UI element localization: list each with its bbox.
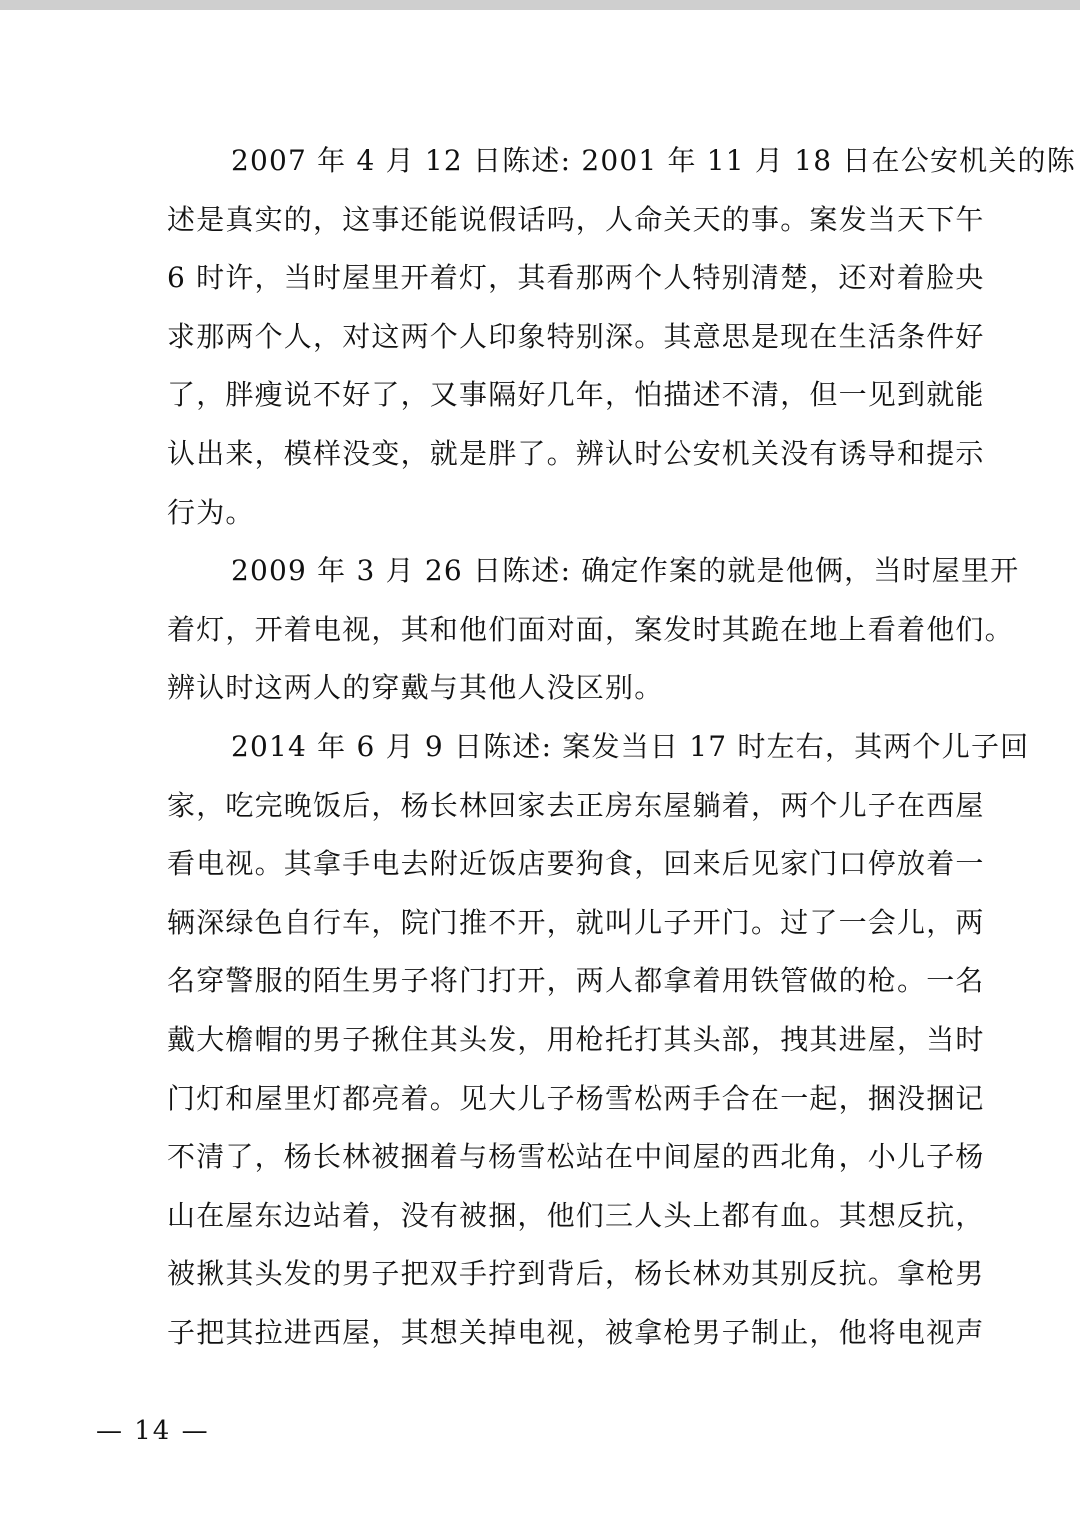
text-line: 着灯，开着电视，其和他们面对面，案发时其跪在地上看着他们。	[167, 612, 1014, 646]
text-line: 戴大檐帽的男子揪住其头发，用枪托打其头部，拽其进屋，当时	[167, 1022, 985, 1056]
text-line: 看电视。其拿手电去附近饭店要狗食，回来后见家门口停放着一	[167, 847, 985, 881]
text-line: 被揪其头发的男子把双手拧到背后，杨长林劝其别反抗。拿枪男	[167, 1257, 985, 1291]
paragraph-2014-statement	[103, 718, 1030, 1363]
paragraph-2009-statement	[103, 542, 1020, 718]
top-scan-band	[0, 0, 1080, 10]
document-body	[103, 132, 1076, 1362]
text-line: 2014 年 6 月 9 日陈述: 案发当日 17 时左右，其两个儿子回	[231, 729, 1030, 763]
page-number: — 14 —	[96, 1416, 210, 1446]
text-line: 门灯和屋里灯都亮着。见大儿子杨雪松两手合在一起，捆没捆记	[167, 1081, 985, 1115]
text-line: 6 时许，当时屋里开着灯，其看那两个人特别清楚，还对着脸央	[167, 261, 985, 295]
text-line: 子把其拉进西屋，其想关掉电视，被拿枪男子制止，他将电视声	[167, 1315, 985, 1349]
text-line: 2009 年 3 月 26 日陈述: 确定作案的就是他俩，当时屋里开	[231, 554, 1020, 588]
text-line: 辨认时这两人的穿戴与其他人没区别。	[167, 671, 664, 705]
text-line: 认出来，模样没变，就是胖了。辨认时公安机关没有诱导和提示	[167, 436, 985, 470]
text-line: 求那两个人，对这两个人印象特别深。其意思是现在生活条件好	[167, 319, 985, 353]
text-line: 2007 年 4 月 12 日陈述: 2001 年 11 月 18 日在公安机关的陈	[231, 144, 1076, 177]
paragraph-2007-statement	[103, 132, 1076, 542]
text-line: 了，胖瘦说不好了，又事隔好几年，怕描述不清，但一见到就能	[167, 378, 985, 412]
text-line: 述是真实的，这事还能说假话吗，人命关天的事。案发当天下午	[167, 202, 985, 236]
text-line: 不清了，杨长林被捆着与杨雪松站在中间屋的西北角，小儿子杨	[167, 1140, 985, 1174]
text-line: 辆深绿色自行车，院门推不开，就叫儿子开门。过了一会儿，两	[167, 905, 985, 939]
text-line: 家，吃完晚饭后，杨长林回家去正房东屋躺着，两个儿子在西屋	[167, 788, 985, 822]
text-line: 名穿警服的陌生男子将门打开，两人都拿着用铁管做的枪。一名	[167, 964, 985, 998]
text-line: 行为。	[167, 495, 255, 529]
text-line: 山在屋东边站着，没有被捆，他们三人头上都有血。其想反抗，	[167, 1198, 985, 1232]
